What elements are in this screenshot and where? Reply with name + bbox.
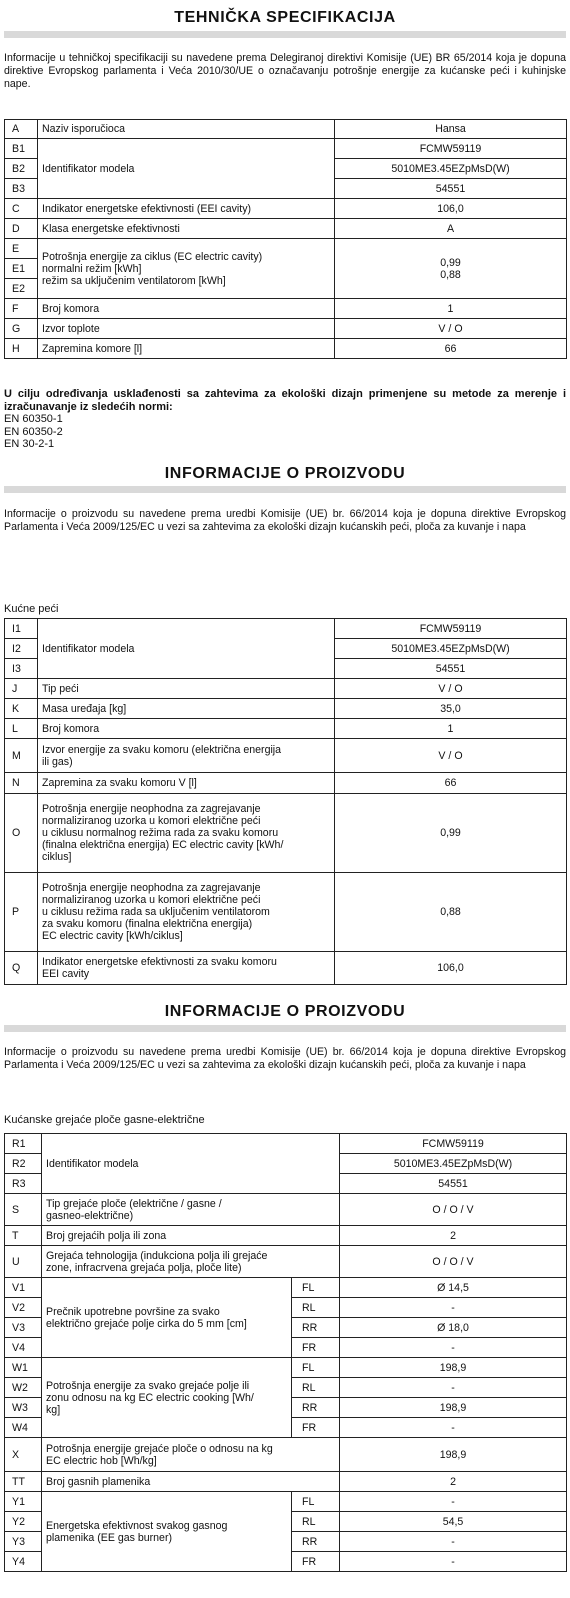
row-label-line: režim sa uključenim ventilatorom [kWh]	[42, 274, 226, 287]
row-code: Y2	[5, 1512, 42, 1532]
table-row	[5, 952, 567, 985]
row-code: E	[5, 239, 38, 259]
table-row	[5, 1438, 567, 1472]
row-code: T	[5, 1226, 42, 1246]
row-code: I1	[5, 619, 38, 639]
row-value: -	[340, 1298, 567, 1318]
intro-technical-spec: Informacije u tehničkoj specifikaciji su navedene prema Delegiranoj direktivi Komisije (UE) BR 65/2014 koja je dopuna direktive Evropskog parlamenta i Veća 2010/30/UE o označavanju potrošnje energije za kućanske peći i kuhinjske nape.	[4, 52, 566, 90]
zone-position: FR	[292, 1418, 340, 1438]
section-title-hob-info: INFORMACIJE O PROIZVODU	[164, 1003, 406, 1020]
row-label-line: normalni režim [kWh]	[42, 262, 142, 275]
row-code: L	[5, 719, 38, 739]
norms-block	[4, 388, 566, 451]
row-label-line: EC electric cavity [kWh/ciklus]	[42, 930, 183, 942]
row-code: I3	[5, 659, 38, 679]
zone-position: FR	[292, 1552, 340, 1572]
row-label-line: Izvor energije za svaku komoru (električna energija	[42, 743, 282, 756]
table-row	[5, 219, 567, 239]
oven-info-table	[4, 618, 567, 985]
row-code: O	[5, 794, 38, 873]
row-label-line: zone, infracrvena grejaća polja, ploče lite)	[46, 1261, 242, 1274]
row-label-line: Potrošnja energije neophodna za zagrejavanje	[42, 803, 261, 815]
row-value: -	[340, 1552, 567, 1572]
table-row	[5, 339, 567, 359]
row-label-line: zonu odnosu na kg EC electric cooking [Wh/	[46, 1391, 254, 1404]
row-code: J	[5, 679, 38, 699]
row-label: Broj grejaćih polja ili zona	[42, 1226, 340, 1246]
row-label-line: normaliziranog uzorka u komori električne peći	[42, 815, 261, 827]
row-label	[42, 1194, 340, 1226]
row-label-line: (finalna električna energija) EC electric cavity [kWh/	[42, 839, 284, 851]
table-row	[5, 1134, 567, 1154]
table-row	[5, 719, 567, 739]
row-label-line: u ciklusu režima rada sa uključenim ventilatorom	[42, 906, 270, 918]
row-label: Klasa energetske efektivnosti	[38, 219, 335, 239]
row-label	[38, 739, 335, 773]
row-code: X	[5, 1438, 42, 1472]
row-value: 2	[340, 1226, 567, 1246]
table-row	[5, 1194, 567, 1226]
zone-position: FL	[292, 1358, 340, 1378]
row-label: Indikator energetske efektivnosti (EEI cavity)	[38, 199, 335, 219]
row-code: K	[5, 699, 38, 719]
zone-position: FL	[292, 1492, 340, 1512]
row-value: -	[340, 1418, 567, 1438]
row-value: V / O	[335, 319, 567, 339]
row-value: -	[340, 1492, 567, 1512]
norms-heading: U cilju određivanja usklađenosti sa zahtevima za ekološki dizajn primenjene su metode za merenje i izračunavanje iz sledećih normi:	[4, 388, 566, 413]
row-value: 5010ME3.45EZpMsD(W)	[335, 639, 567, 659]
row-label-line: za svaku komoru (finalna električna energija)	[42, 918, 253, 930]
row-label-line: gasneo-električne)	[46, 1209, 134, 1222]
row-code: R2	[5, 1154, 42, 1174]
row-code: W3	[5, 1398, 42, 1418]
row-value: O / O / V	[340, 1246, 567, 1278]
row-value: V / O	[335, 679, 567, 699]
row-label	[38, 239, 335, 299]
row-label: Masa uređaja [kg]	[38, 699, 335, 719]
row-code: R1	[5, 1134, 42, 1154]
table-row	[5, 239, 567, 259]
row-label	[42, 1278, 292, 1358]
row-code: E2	[5, 279, 38, 299]
row-label-line: plamenika (EE gas burner)	[46, 1531, 173, 1544]
table-row	[5, 319, 567, 339]
row-label-line: električno grejaće polje cirka do 5 mm [cm]	[46, 1317, 247, 1330]
intro-product-info: Informacije o proizvodu su navedene prema uredbi Komisije (UE) br. 66/2014 koja je dopuna direktive Evropskog Parlamenta i Veća 2009/125/EC u vezi sa zahtevima za ekološki dizajn kućanskih peći, ploča za kuvanje i napa	[4, 508, 566, 533]
table-row	[5, 1246, 567, 1278]
row-label-line: Potrošnja energije za ciklus (EC electric cavity)	[42, 250, 263, 263]
table-caption: Kućne peći	[4, 603, 59, 615]
hob-info-table	[4, 1133, 567, 1572]
row-label-line: u ciklusu normalnog režima rada za svaku komoru	[42, 827, 279, 839]
row-code: B2	[5, 159, 38, 179]
table-row	[5, 299, 567, 319]
table-row	[5, 873, 567, 952]
row-label	[38, 794, 335, 873]
row-code: G	[5, 319, 38, 339]
row-code: Y1	[5, 1492, 42, 1512]
row-code: I2	[5, 639, 38, 659]
table-row	[5, 199, 567, 219]
row-label	[38, 952, 335, 985]
row-value: -	[340, 1532, 567, 1552]
row-value: 198,9	[340, 1438, 567, 1472]
row-code: TT	[5, 1472, 42, 1492]
row-code: W4	[5, 1418, 42, 1438]
row-code: N	[5, 773, 38, 794]
row-label-line: Energetska efektivnost svakog gasnog	[46, 1519, 228, 1532]
row-value: 35,0	[335, 699, 567, 719]
row-label-line: Potrošnja energije grejaće ploče o odnosu na kg	[46, 1442, 273, 1455]
row-value: 106,0	[335, 952, 567, 985]
zone-position: RL	[292, 1512, 340, 1532]
zone-position: RR	[292, 1532, 340, 1552]
row-code: F	[5, 299, 38, 319]
row-value: Ø 18,0	[340, 1318, 567, 1338]
row-label: Naziv isporučioca	[38, 120, 335, 139]
table-row	[5, 1226, 567, 1246]
row-label: Zapremina za svaku komoru V [l]	[38, 773, 335, 794]
row-label: Identifikator modela	[38, 619, 335, 679]
row-label: Identifikator modela	[42, 1134, 340, 1194]
row-code: V2	[5, 1298, 42, 1318]
row-value: O / O / V	[340, 1194, 567, 1226]
row-code: E1	[5, 259, 38, 279]
row-code: W1	[5, 1358, 42, 1378]
zone-position: RR	[292, 1398, 340, 1418]
row-code: D	[5, 219, 38, 239]
row-value: 0,99	[335, 794, 567, 873]
technical-spec-table	[4, 119, 567, 359]
row-code: M	[5, 739, 38, 773]
row-code: V4	[5, 1338, 42, 1358]
row-value: A	[335, 219, 567, 239]
row-label: Izvor toplote	[38, 319, 335, 339]
section-title-product-info: INFORMACIJE O PROIZVODU	[164, 465, 406, 482]
zone-position: RL	[292, 1378, 340, 1398]
row-value: -	[340, 1378, 567, 1398]
row-code: U	[5, 1246, 42, 1278]
row-value: 1	[335, 719, 567, 739]
row-value: 54551	[335, 659, 567, 679]
row-label-line: EEI cavity	[42, 968, 90, 980]
table-row	[5, 619, 567, 639]
table-row	[5, 794, 567, 873]
zone-position: FR	[292, 1338, 340, 1358]
table-row	[5, 1278, 567, 1298]
row-value: 1	[335, 299, 567, 319]
section-title-technical-spec: TEHNIČKA SPECIFIKACIJA	[174, 9, 396, 26]
row-code: V3	[5, 1318, 42, 1338]
row-value: FCMW59119	[335, 139, 567, 159]
row-value: 198,9	[340, 1358, 567, 1378]
row-value: Hansa	[335, 120, 567, 139]
intro-hob-info: Informacije o proizvodu su navedene prema uredbi Komisije (UE) br. 66/2014 koja je dopuna direktive Evropskog Parlamenta i Veća 2009/125/EC u vezi sa zahtevima za ekološki dizajn kućanskih peći, ploča za kuvanje i napa	[4, 1046, 566, 1071]
row-value: 198,9	[340, 1398, 567, 1418]
row-value: 54,5	[340, 1512, 567, 1532]
row-label	[42, 1246, 340, 1278]
row-code: C	[5, 199, 38, 219]
row-code: A	[5, 120, 38, 139]
row-label: Tip peći	[38, 679, 335, 699]
row-value: -	[340, 1338, 567, 1358]
table-row	[5, 1472, 567, 1492]
row-label-line: Tip grejaće ploče (električne / gasne /	[46, 1197, 222, 1210]
row-label-line: EC electric hob [Wh/kg]	[46, 1454, 157, 1467]
row-code: Q	[5, 952, 38, 985]
row-code: Y4	[5, 1552, 42, 1572]
row-label: Broj gasnih plamenika	[42, 1472, 340, 1492]
title-band	[4, 31, 566, 38]
table-row	[5, 773, 567, 794]
row-value-line: 0,88	[440, 268, 461, 281]
row-label: Broj komora	[38, 299, 335, 319]
row-label-line: Potrošnja energije za svako grejaće polje ili	[46, 1379, 250, 1392]
row-code: Y3	[5, 1532, 42, 1552]
row-code: S	[5, 1194, 42, 1226]
norm-item: EN 60350-1	[4, 413, 63, 425]
zone-position: RL	[292, 1298, 340, 1318]
row-value: FCMW59119	[340, 1134, 567, 1154]
row-label-line: ili gas)	[42, 755, 73, 768]
row-code: V1	[5, 1278, 42, 1298]
row-label	[42, 1438, 340, 1472]
row-label-line: Potrošnja energije neophodna za zagrejavanje	[42, 882, 261, 894]
row-label: Broj komora	[38, 719, 335, 739]
row-label	[42, 1492, 292, 1572]
table-row	[5, 139, 567, 159]
row-code: W2	[5, 1378, 42, 1398]
table-row	[5, 699, 567, 719]
row-value-line: 0,99	[440, 256, 461, 269]
row-label	[42, 1358, 292, 1438]
row-value: 106,0	[335, 199, 567, 219]
norm-item: EN 30-2-1	[4, 438, 55, 450]
row-value: 54551	[340, 1174, 567, 1194]
title-band	[4, 486, 566, 493]
row-code: R3	[5, 1174, 42, 1194]
row-value: Ø 14,5	[340, 1278, 567, 1298]
table-row	[5, 120, 567, 139]
row-label-line: kg]	[46, 1403, 61, 1416]
row-label	[38, 873, 335, 952]
row-code: H	[5, 339, 38, 359]
row-code: P	[5, 873, 38, 952]
row-label-line: Indikator energetske efektivnosti za svaku komoru	[42, 956, 277, 968]
title-band	[4, 1025, 566, 1032]
row-code: B1	[5, 139, 38, 159]
row-value: 2	[340, 1472, 567, 1492]
table-caption: Kućanske grejaće ploče gasne-električne	[4, 1114, 205, 1126]
row-label: Zapremina komore [l]	[38, 339, 335, 359]
table-row	[5, 1358, 567, 1378]
row-value: 66	[335, 773, 567, 794]
row-label-line: Prečnik upotrebne površine za svako	[46, 1305, 220, 1318]
zone-position: FL	[292, 1278, 340, 1298]
row-value: V / O	[335, 739, 567, 773]
row-value: 5010ME3.45EZpMsD(W)	[340, 1154, 567, 1174]
row-label: Identifikator modela	[38, 139, 335, 199]
row-label-line: ciklus]	[42, 851, 72, 863]
row-value	[335, 239, 567, 299]
table-row	[5, 679, 567, 699]
row-label-line: Grejaća tehnologija (indukciona polja ili grejaće	[46, 1249, 268, 1262]
zone-position: RR	[292, 1318, 340, 1338]
row-label-line: normaliziranog uzorka u komori električne peći	[42, 894, 261, 906]
table-row	[5, 1492, 567, 1512]
row-value: 66	[335, 339, 567, 359]
table-row	[5, 739, 567, 773]
row-value: 5010ME3.45EZpMsD(W)	[335, 159, 567, 179]
row-code: B3	[5, 179, 38, 199]
row-value: FCMW59119	[335, 619, 567, 639]
row-value: 54551	[335, 179, 567, 199]
norm-item: EN 60350-2	[4, 425, 63, 438]
row-value: 0,88	[335, 873, 567, 952]
